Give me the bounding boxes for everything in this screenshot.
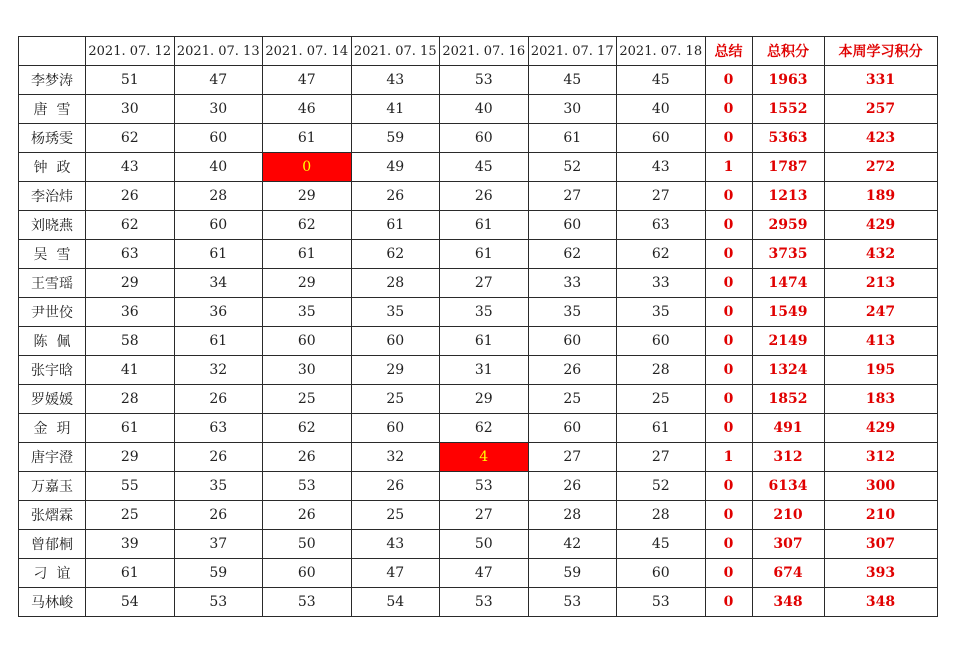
daily-score-cell: 26 bbox=[528, 472, 617, 501]
table-row bbox=[19, 298, 938, 327]
summary-cell: 1 bbox=[705, 443, 752, 472]
table-row bbox=[19, 588, 938, 617]
daily-score-cell: 59 bbox=[528, 559, 617, 588]
daily-score-cell: 63 bbox=[174, 414, 263, 443]
daily-score-cell: 62 bbox=[617, 240, 706, 269]
daily-score-cell: 35 bbox=[263, 298, 352, 327]
daily-score-cell: 31 bbox=[440, 356, 529, 385]
daily-score-cell: 61 bbox=[86, 414, 175, 443]
daily-score-cell: 60 bbox=[440, 124, 529, 153]
week-score-cell: 300 bbox=[824, 472, 937, 501]
daily-score-cell: 59 bbox=[351, 124, 440, 153]
week-score-cell: 331 bbox=[824, 66, 937, 95]
daily-score-cell: 46 bbox=[263, 95, 352, 124]
week-score-cell: 247 bbox=[824, 298, 937, 327]
date-header: 2021. 07. 17 bbox=[528, 37, 617, 66]
daily-score-cell: 49 bbox=[351, 153, 440, 182]
daily-score-cell: 50 bbox=[440, 530, 529, 559]
daily-score-cell: 61 bbox=[174, 240, 263, 269]
daily-score-cell: 61 bbox=[440, 211, 529, 240]
daily-score-cell: 35 bbox=[528, 298, 617, 327]
summary-cell: 0 bbox=[705, 385, 752, 414]
daily-score-cell: 40 bbox=[174, 153, 263, 182]
daily-score-cell: 26 bbox=[174, 443, 263, 472]
daily-score-cell: 60 bbox=[528, 414, 617, 443]
daily-score-cell: 53 bbox=[263, 472, 352, 501]
student-name-cell: 李梦涛 bbox=[19, 66, 86, 95]
total-score-cell: 5363 bbox=[752, 124, 824, 153]
total-score-cell: 1213 bbox=[752, 182, 824, 211]
table-row bbox=[19, 385, 938, 414]
week-score-cell: 429 bbox=[824, 414, 937, 443]
table-row bbox=[19, 327, 938, 356]
table-row bbox=[19, 95, 938, 124]
summary-cell: 0 bbox=[705, 298, 752, 327]
daily-score-cell: 30 bbox=[528, 95, 617, 124]
daily-score-cell: 25 bbox=[351, 385, 440, 414]
daily-score-cell: 60 bbox=[617, 559, 706, 588]
week-score-cell: 183 bbox=[824, 385, 937, 414]
daily-score-cell: 43 bbox=[86, 153, 175, 182]
daily-score-cell: 28 bbox=[351, 269, 440, 298]
table-row bbox=[19, 443, 938, 472]
daily-score-cell: 62 bbox=[528, 240, 617, 269]
daily-score-cell: 45 bbox=[617, 66, 706, 95]
total-score-cell: 491 bbox=[752, 414, 824, 443]
summary-cell: 0 bbox=[705, 211, 752, 240]
table-row bbox=[19, 356, 938, 385]
daily-score-cell: 28 bbox=[86, 385, 175, 414]
daily-score-cell: 41 bbox=[86, 356, 175, 385]
student-name-cell: 尹世佼 bbox=[19, 298, 86, 327]
week-score-cell: 195 bbox=[824, 356, 937, 385]
daily-score-cell: 60 bbox=[263, 559, 352, 588]
daily-score-cell: 33 bbox=[528, 269, 617, 298]
daily-score-cell: 52 bbox=[617, 472, 706, 501]
daily-score-cell: 29 bbox=[440, 385, 529, 414]
student-name-cell: 万嘉玉 bbox=[19, 472, 86, 501]
daily-score-cell: 42 bbox=[528, 530, 617, 559]
student-name-cell: 张宇晗 bbox=[19, 356, 86, 385]
daily-score-cell: 26 bbox=[174, 385, 263, 414]
zero-score-highlight-cell: 4 bbox=[440, 443, 529, 472]
header-row bbox=[19, 37, 938, 66]
daily-score-cell: 53 bbox=[174, 588, 263, 617]
daily-score-cell: 45 bbox=[528, 66, 617, 95]
daily-score-cell: 26 bbox=[174, 501, 263, 530]
corner-cell bbox=[19, 37, 86, 66]
student-name-cell: 刘晓燕 bbox=[19, 211, 86, 240]
total-score-cell: 1852 bbox=[752, 385, 824, 414]
daily-score-cell: 61 bbox=[263, 124, 352, 153]
daily-score-cell: 35 bbox=[174, 472, 263, 501]
summary-header: 总结 bbox=[705, 37, 752, 66]
daily-score-cell: 28 bbox=[528, 501, 617, 530]
summary-cell: 0 bbox=[705, 472, 752, 501]
daily-score-cell: 28 bbox=[174, 182, 263, 211]
daily-score-cell: 43 bbox=[617, 153, 706, 182]
total-score-cell: 1787 bbox=[752, 153, 824, 182]
student-name-cell: 杨琇雯 bbox=[19, 124, 86, 153]
daily-score-cell: 47 bbox=[263, 66, 352, 95]
table-row bbox=[19, 182, 938, 211]
summary-cell: 0 bbox=[705, 66, 752, 95]
daily-score-cell: 61 bbox=[440, 240, 529, 269]
daily-score-cell: 28 bbox=[617, 356, 706, 385]
daily-score-cell: 26 bbox=[351, 472, 440, 501]
week-score-cell: 210 bbox=[824, 501, 937, 530]
summary-cell: 0 bbox=[705, 95, 752, 124]
daily-score-cell: 30 bbox=[174, 95, 263, 124]
table-row bbox=[19, 66, 938, 95]
total-score-cell: 1474 bbox=[752, 269, 824, 298]
daily-score-cell: 53 bbox=[528, 588, 617, 617]
summary-cell: 0 bbox=[705, 530, 752, 559]
daily-score-cell: 34 bbox=[174, 269, 263, 298]
table-row bbox=[19, 472, 938, 501]
daily-score-cell: 29 bbox=[263, 269, 352, 298]
daily-score-cell: 53 bbox=[440, 588, 529, 617]
week-score-header: 本周学习积分 bbox=[824, 37, 937, 66]
daily-score-cell: 29 bbox=[86, 443, 175, 472]
daily-score-cell: 61 bbox=[617, 414, 706, 443]
student-name-cell: 唐宇澄 bbox=[19, 443, 86, 472]
daily-score-cell: 53 bbox=[617, 588, 706, 617]
table-row bbox=[19, 153, 938, 182]
daily-score-cell: 26 bbox=[263, 501, 352, 530]
week-score-cell: 348 bbox=[824, 588, 937, 617]
daily-score-cell: 36 bbox=[86, 298, 175, 327]
daily-score-cell: 51 bbox=[86, 66, 175, 95]
daily-score-cell: 47 bbox=[351, 559, 440, 588]
total-header: 总积分 bbox=[752, 37, 824, 66]
total-score-cell: 307 bbox=[752, 530, 824, 559]
table-row bbox=[19, 530, 938, 559]
student-name-cell: 吴 雪 bbox=[19, 240, 86, 269]
daily-score-cell: 29 bbox=[351, 356, 440, 385]
daily-score-cell: 26 bbox=[351, 182, 440, 211]
daily-score-cell: 37 bbox=[174, 530, 263, 559]
week-score-cell: 312 bbox=[824, 443, 937, 472]
daily-score-cell: 53 bbox=[440, 66, 529, 95]
daily-score-cell: 63 bbox=[617, 211, 706, 240]
daily-score-cell: 25 bbox=[86, 501, 175, 530]
daily-score-cell: 62 bbox=[86, 211, 175, 240]
daily-score-cell: 27 bbox=[528, 182, 617, 211]
summary-cell: 0 bbox=[705, 240, 752, 269]
daily-score-cell: 25 bbox=[351, 501, 440, 530]
student-name-cell: 李治炜 bbox=[19, 182, 86, 211]
student-name-cell: 马林峻 bbox=[19, 588, 86, 617]
date-header: 2021. 07. 12 bbox=[86, 37, 175, 66]
daily-score-cell: 61 bbox=[263, 240, 352, 269]
total-score-cell: 674 bbox=[752, 559, 824, 588]
daily-score-cell: 27 bbox=[440, 501, 529, 530]
summary-cell: 0 bbox=[705, 501, 752, 530]
daily-score-cell: 61 bbox=[86, 559, 175, 588]
daily-score-cell: 60 bbox=[617, 124, 706, 153]
student-name-cell: 罗媛媛 bbox=[19, 385, 86, 414]
daily-score-cell: 60 bbox=[263, 327, 352, 356]
daily-score-cell: 30 bbox=[263, 356, 352, 385]
total-score-cell: 3735 bbox=[752, 240, 824, 269]
daily-score-cell: 41 bbox=[351, 95, 440, 124]
total-score-cell: 6134 bbox=[752, 472, 824, 501]
week-score-cell: 423 bbox=[824, 124, 937, 153]
daily-score-cell: 25 bbox=[528, 385, 617, 414]
student-name-cell: 刁 谊 bbox=[19, 559, 86, 588]
daily-score-cell: 52 bbox=[528, 153, 617, 182]
table-row bbox=[19, 240, 938, 269]
week-score-cell: 413 bbox=[824, 327, 937, 356]
daily-score-cell: 43 bbox=[351, 530, 440, 559]
total-score-cell: 1549 bbox=[752, 298, 824, 327]
daily-score-cell: 25 bbox=[263, 385, 352, 414]
daily-score-cell: 54 bbox=[86, 588, 175, 617]
daily-score-cell: 53 bbox=[263, 588, 352, 617]
daily-score-cell: 27 bbox=[440, 269, 529, 298]
student-name-cell: 金 玥 bbox=[19, 414, 86, 443]
daily-score-cell: 50 bbox=[263, 530, 352, 559]
week-score-cell: 213 bbox=[824, 269, 937, 298]
daily-score-cell: 27 bbox=[617, 443, 706, 472]
daily-score-cell: 54 bbox=[351, 588, 440, 617]
table-row bbox=[19, 414, 938, 443]
total-score-cell: 2959 bbox=[752, 211, 824, 240]
week-score-cell: 393 bbox=[824, 559, 937, 588]
table-body bbox=[19, 66, 938, 617]
summary-cell: 0 bbox=[705, 327, 752, 356]
week-score-cell: 307 bbox=[824, 530, 937, 559]
total-score-cell: 312 bbox=[752, 443, 824, 472]
daily-score-cell: 60 bbox=[351, 414, 440, 443]
table-row bbox=[19, 124, 938, 153]
daily-score-cell: 55 bbox=[86, 472, 175, 501]
daily-score-cell: 27 bbox=[528, 443, 617, 472]
zero-score-highlight-cell: 0 bbox=[263, 153, 352, 182]
date-header: 2021. 07. 15 bbox=[351, 37, 440, 66]
daily-score-cell: 27 bbox=[617, 182, 706, 211]
summary-cell: 0 bbox=[705, 414, 752, 443]
daily-score-cell: 62 bbox=[440, 414, 529, 443]
table-row bbox=[19, 211, 938, 240]
student-name-cell: 钟 政 bbox=[19, 153, 86, 182]
table-row bbox=[19, 501, 938, 530]
daily-score-cell: 32 bbox=[351, 443, 440, 472]
weekly-score-table bbox=[18, 36, 938, 617]
daily-score-cell: 45 bbox=[617, 530, 706, 559]
student-name-cell: 陈 佩 bbox=[19, 327, 86, 356]
date-header: 2021. 07. 14 bbox=[263, 37, 352, 66]
date-header: 2021. 07. 13 bbox=[174, 37, 263, 66]
daily-score-cell: 59 bbox=[174, 559, 263, 588]
daily-score-cell: 26 bbox=[86, 182, 175, 211]
summary-cell: 0 bbox=[705, 356, 752, 385]
daily-score-cell: 40 bbox=[617, 95, 706, 124]
daily-score-cell: 28 bbox=[617, 501, 706, 530]
daily-score-cell: 60 bbox=[528, 327, 617, 356]
daily-score-cell: 60 bbox=[528, 211, 617, 240]
total-score-cell: 2149 bbox=[752, 327, 824, 356]
score-sheet bbox=[18, 36, 938, 617]
daily-score-cell: 45 bbox=[440, 153, 529, 182]
daily-score-cell: 60 bbox=[617, 327, 706, 356]
total-score-cell: 1963 bbox=[752, 66, 824, 95]
daily-score-cell: 61 bbox=[528, 124, 617, 153]
date-header: 2021. 07. 16 bbox=[440, 37, 529, 66]
daily-score-cell: 25 bbox=[617, 385, 706, 414]
total-score-cell: 348 bbox=[752, 588, 824, 617]
daily-score-cell: 35 bbox=[351, 298, 440, 327]
daily-score-cell: 60 bbox=[351, 327, 440, 356]
week-score-cell: 257 bbox=[824, 95, 937, 124]
daily-score-cell: 62 bbox=[351, 240, 440, 269]
week-score-cell: 432 bbox=[824, 240, 937, 269]
daily-score-cell: 26 bbox=[263, 443, 352, 472]
daily-score-cell: 62 bbox=[86, 124, 175, 153]
daily-score-cell: 58 bbox=[86, 327, 175, 356]
daily-score-cell: 32 bbox=[174, 356, 263, 385]
daily-score-cell: 60 bbox=[174, 211, 263, 240]
student-name-cell: 王雪瑶 bbox=[19, 269, 86, 298]
daily-score-cell: 47 bbox=[174, 66, 263, 95]
daily-score-cell: 47 bbox=[440, 559, 529, 588]
daily-score-cell: 60 bbox=[174, 124, 263, 153]
daily-score-cell: 26 bbox=[528, 356, 617, 385]
daily-score-cell: 33 bbox=[617, 269, 706, 298]
total-score-cell: 1552 bbox=[752, 95, 824, 124]
table-row bbox=[19, 559, 938, 588]
week-score-cell: 272 bbox=[824, 153, 937, 182]
daily-score-cell: 62 bbox=[263, 414, 352, 443]
summary-cell: 0 bbox=[705, 588, 752, 617]
daily-score-cell: 40 bbox=[440, 95, 529, 124]
student-name-cell: 曾郁桐 bbox=[19, 530, 86, 559]
daily-score-cell: 29 bbox=[86, 269, 175, 298]
daily-score-cell: 53 bbox=[440, 472, 529, 501]
summary-cell: 0 bbox=[705, 182, 752, 211]
daily-score-cell: 39 bbox=[86, 530, 175, 559]
daily-score-cell: 61 bbox=[174, 327, 263, 356]
total-score-cell: 210 bbox=[752, 501, 824, 530]
week-score-cell: 189 bbox=[824, 182, 937, 211]
summary-cell: 0 bbox=[705, 559, 752, 588]
daily-score-cell: 29 bbox=[263, 182, 352, 211]
daily-score-cell: 63 bbox=[86, 240, 175, 269]
daily-score-cell: 36 bbox=[174, 298, 263, 327]
daily-score-cell: 30 bbox=[86, 95, 175, 124]
daily-score-cell: 61 bbox=[440, 327, 529, 356]
summary-cell: 0 bbox=[705, 124, 752, 153]
week-score-cell: 429 bbox=[824, 211, 937, 240]
summary-cell: 1 bbox=[705, 153, 752, 182]
total-score-cell: 1324 bbox=[752, 356, 824, 385]
daily-score-cell: 43 bbox=[351, 66, 440, 95]
daily-score-cell: 35 bbox=[617, 298, 706, 327]
student-name-cell: 唐 雪 bbox=[19, 95, 86, 124]
daily-score-cell: 61 bbox=[351, 211, 440, 240]
summary-cell: 0 bbox=[705, 269, 752, 298]
daily-score-cell: 62 bbox=[263, 211, 352, 240]
date-header: 2021. 07. 18 bbox=[617, 37, 706, 66]
student-name-cell: 张熠霖 bbox=[19, 501, 86, 530]
daily-score-cell: 35 bbox=[440, 298, 529, 327]
daily-score-cell: 26 bbox=[440, 182, 529, 211]
table-row bbox=[19, 269, 938, 298]
